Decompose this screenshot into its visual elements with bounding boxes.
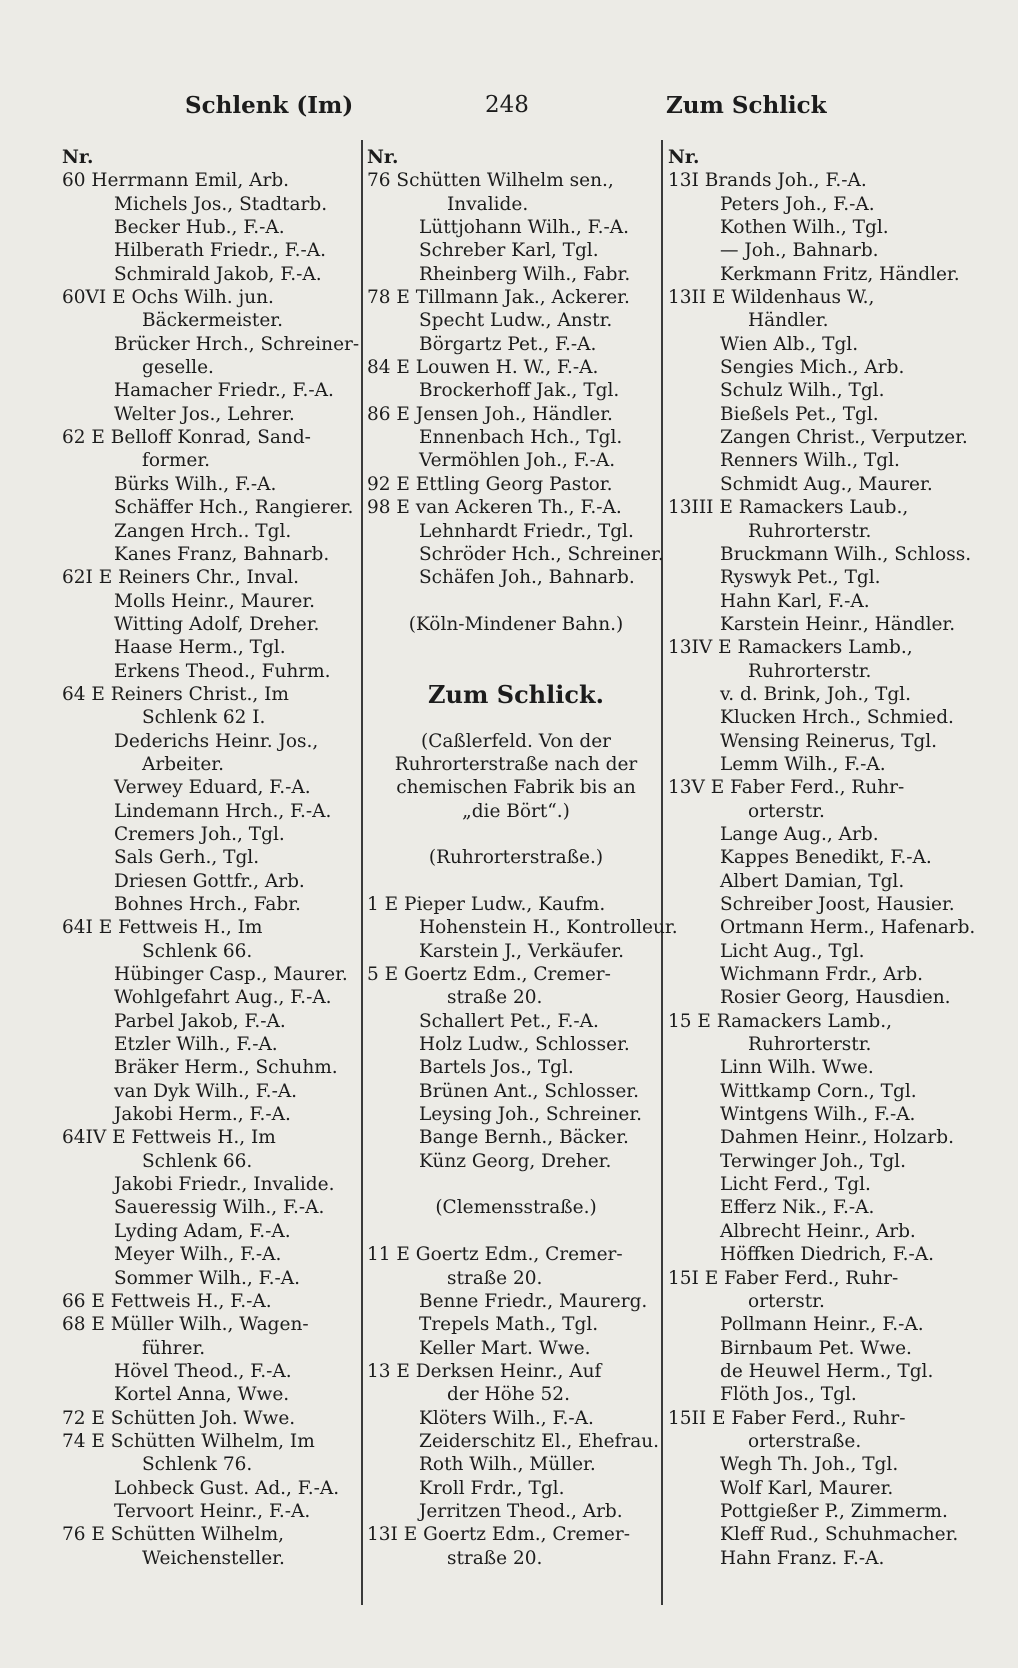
entry-line: Specht Ludw., Anstr. <box>419 310 613 332</box>
entry-line: Invalide. <box>447 193 529 215</box>
entry-line: Nr. <box>62 147 94 168</box>
entry-line: Brücker Hrch., Schreiner- <box>114 333 360 355</box>
entry-line: Wittkamp Corn., Tgl. <box>720 1080 917 1102</box>
entry-line: 68 E Müller Wilh., Wagen- <box>62 1314 309 1336</box>
entry-line: 64IV E Fettweis H., Im <box>62 1127 276 1149</box>
entry-line: Lindemann Hrch., F.-A. <box>114 800 332 822</box>
column-3 <box>668 146 1003 1570</box>
entry-line: Keller Mart. Wwe. <box>419 1337 591 1359</box>
entry-line: Kanes Franz, Bahnarb. <box>114 543 330 565</box>
entry-line: Kappes Benedikt, F.-A. <box>720 847 932 869</box>
entry-line: Rosier Georg, Hausdien. <box>720 987 951 1009</box>
blank-line <box>367 636 665 659</box>
entry-line: Albrecht Heinr., Arb. <box>720 1220 916 1242</box>
entry-line: 13III E Ramackers Laub., <box>668 497 909 519</box>
entry-line: Hübinger Casp., Maurer. <box>114 964 348 986</box>
entry-line: Höffken Diedrich, F.-A. <box>720 1244 935 1266</box>
column-1 <box>62 146 360 1570</box>
blank-line <box>367 590 665 613</box>
entry-line: Dederichs Heinr. Jos., <box>114 730 319 752</box>
entry-line: Hamacher Friedr., F.-A. <box>114 380 334 402</box>
entry-line: Ruhrorterstr. <box>748 520 872 542</box>
entry-line: 76 Schütten Wilhelm sen., <box>367 170 614 192</box>
entry-line: Wensing Reinerus, Tgl. <box>720 730 938 752</box>
entry-line: Ennenbach Hch., Tgl. <box>419 427 623 449</box>
entry-line: Dahmen Heinr., Holzarb. <box>720 1127 954 1149</box>
entry-line: Lehnhardt Friedr., Tgl. <box>419 520 634 542</box>
entry-line: Hilberath Friedr., F.-A. <box>114 240 327 262</box>
entry-line: 72 E Schütten Joh. Wwe. <box>62 1407 296 1429</box>
entry-line: Wien Alb., Tgl. <box>720 333 859 355</box>
section-note: „die Bört“.) <box>462 800 570 822</box>
entry-line: Börgartz Pet., F.-A. <box>419 333 597 355</box>
entry-line: Schäffer Hch., Rangierer. <box>114 497 354 519</box>
blank-line <box>367 1173 665 1196</box>
entry-line: van Dyk Wilh., F.-A. <box>114 1080 298 1102</box>
entry-line: Bürks Wilh., F.-A. <box>114 473 277 495</box>
entry-line: Lange Aug., Arb. <box>720 823 879 845</box>
entry-line: Etzler Wilh., F.-A. <box>114 1034 278 1056</box>
entry-line: Molls Heinr., Maurer. <box>114 590 316 612</box>
entry-line: 84 E Louwen H. W., F.-A. <box>367 357 599 379</box>
entry-line: Klöters Wilh., F.-A. <box>419 1407 594 1429</box>
entry-line: Schlenk 62 I. <box>142 707 266 729</box>
entry-line: 78 E Tillmann Jak., Ackerer. <box>367 287 630 309</box>
entry-line: straße 20. <box>447 1267 543 1289</box>
entry-line: straße 20. <box>447 1547 543 1569</box>
entry-line: Bange Bernh., Bäcker. <box>419 1127 629 1149</box>
entry-line: Flöth Jos., Tgl. <box>720 1384 857 1406</box>
header-left-street: Schlenk (Im) <box>185 92 354 119</box>
column-divider <box>361 140 363 1605</box>
entry-line: Hohenstein H., Kontrolleur. <box>419 917 678 939</box>
entry-line: 13I E Goertz Edm., Cremer- <box>367 1524 630 1546</box>
entry-line: Trepels Math., Tgl. <box>419 1314 599 1336</box>
entry-line: — Joh., Bahnarb. <box>720 240 879 262</box>
entry-line: Cremers Joh., Tgl. <box>114 823 285 845</box>
entry-line: 11 E Goertz Edm., Cremer- <box>367 1244 623 1266</box>
section-title: Zum Schlick. <box>428 679 604 709</box>
entry-line: geselle. <box>142 357 214 379</box>
entry-line: 76 E Schütten Wilhelm, <box>62 1524 285 1546</box>
entry-line: 13IV E Ramackers Lamb., <box>668 637 913 659</box>
entry-line: Bartels Jos., Tgl. <box>419 1057 574 1079</box>
entry-line: Holz Ludw., Schlosser. <box>419 1034 630 1056</box>
entry-line: 74 E Schütten Wilhelm, Im <box>62 1430 315 1452</box>
blank-line <box>367 1220 665 1243</box>
entry-line: Kroll Frdr., Tgl. <box>419 1477 565 1499</box>
entry-line: Zangen Christ., Verputzer. <box>720 427 968 449</box>
entry-line: Michels Jos., Stadtarb. <box>114 193 328 215</box>
entry-line: Witting Adolf, Dreher. <box>114 613 320 635</box>
entry-line: Kerkmann Fritz, Händler. <box>720 263 960 285</box>
entry-line: de Heuwel Herm., Tgl. <box>720 1360 934 1382</box>
entry-line: Sals Gerh., Tgl. <box>114 847 260 869</box>
entry-line: 1 E Pieper Ludw., Kaufm. <box>367 894 606 915</box>
entry-line: Renners Wilh., Tgl. <box>720 450 900 472</box>
entry-line: Becker Hub., F.-A. <box>114 217 285 239</box>
entry-line: Nr. <box>367 147 399 168</box>
entry-line: 5 E Goertz Edm., Cremer- <box>367 964 611 986</box>
entry-line: Verwey Eduard, F.-A. <box>114 777 311 799</box>
blank-line <box>367 706 665 729</box>
entry-line: 15I E Faber Ferd., Ruhr- <box>668 1267 899 1289</box>
entry-line: Bäckermeister. <box>142 310 283 332</box>
entry-line: Saueressig Wilh., F.-A. <box>114 1197 325 1219</box>
entry-line: Jakobi Friedr., Invalide. <box>114 1174 335 1196</box>
entry-line: Bießels Pet., Tgl. <box>720 403 879 425</box>
entry-line: Bohnes Hrch., Fabr. <box>114 894 301 915</box>
entry-line: Vermöhlen Joh., F.-A. <box>419 450 616 472</box>
entry-line: Lyding Adam, F.-A. <box>114 1220 291 1242</box>
entry-line: Meyer Wilh., F.-A. <box>114 1244 282 1266</box>
entry-line: Hahn Franz. F.-A. <box>720 1547 885 1569</box>
entry-line: der Höhe 52. <box>447 1384 570 1406</box>
entry-line: Hahn Karl, F.-A. <box>720 590 870 612</box>
section-note: (Ruhrorterstraße.) <box>428 847 604 869</box>
entry-line: Wichmann Frdr., Arb. <box>720 964 924 986</box>
entry-line: Bräker Herm., Schuhm. <box>114 1057 338 1079</box>
entry-line: Albert Damian, Tgl. <box>720 870 905 892</box>
entry-line: Peters Joh., F.-A. <box>720 193 875 215</box>
entry-line: Schäfen Joh., Bahnarb. <box>419 567 635 589</box>
entry-line: Schlenk 66. <box>142 940 253 962</box>
entry-line: Efferz Nik., F.-A. <box>720 1197 875 1219</box>
entry-line: Wohlgefahrt Aug., F.-A. <box>114 987 332 1009</box>
entry-line: Driesen Gottfr., Arb. <box>114 870 305 892</box>
entry-line: Roth Wilh., Müller. <box>419 1454 596 1476</box>
entry-line: 62I E Reiners Chr., Inval. <box>62 567 300 589</box>
entry-line: straße 20. <box>447 987 543 1009</box>
entry-line: v. d. Brink, Joh., Tgl. <box>720 683 911 705</box>
entry-line: Sommer Wilh., F.-A. <box>114 1267 300 1289</box>
section-note: (Caßlerfeld. Von der <box>420 730 611 752</box>
entry-line: Wegh Th. Joh., Tgl. <box>720 1454 899 1476</box>
header-right-street: Zum Schlick <box>666 92 827 119</box>
entry-line: Birnbaum Pet. Wwe. <box>720 1337 912 1359</box>
entry-line: 13V E Faber Ferd., Ruhr- <box>668 777 905 799</box>
entry-line: Weichensteller. <box>142 1547 285 1569</box>
entry-line: 86 E Jensen Joh., Händler. <box>367 403 613 425</box>
entry-line: Schmidt Aug., Maurer. <box>720 473 933 495</box>
entry-line: Benne Friedr., Maurerg. <box>419 1290 648 1312</box>
entry-line: Ryswyk Pet., Tgl. <box>720 567 881 589</box>
section-note: chemischen Fabrik bis an <box>396 777 636 799</box>
entry-line: Tervoort Heinr., F.-A. <box>114 1500 311 1522</box>
entry-line: 15II E Faber Ferd., Ruhr- <box>668 1407 906 1429</box>
entry-line: Künz Georg, Dreher. <box>419 1150 612 1172</box>
entry-line: Händler. <box>748 310 829 332</box>
section-note: (Köln-Mindener Bahn.) <box>408 613 624 635</box>
entry-line: Karstein Heinr., Händler. <box>720 613 956 635</box>
entry-line: 62 E Belloff Konrad, Sand- <box>62 427 311 449</box>
entry-line: Wolf Karl, Maurer. <box>720 1477 894 1499</box>
entry-line: Linn Wilh. Wwe. <box>720 1057 874 1079</box>
entry-line: Pollmann Heinr., F.-A. <box>720 1314 924 1336</box>
entry-line: Licht Ferd., Tgl. <box>720 1174 871 1196</box>
entry-line: Wintgens Wilh., F.-A. <box>720 1104 916 1126</box>
blank-line <box>367 870 665 893</box>
entry-line: Terwinger Joh., Tgl. <box>720 1150 906 1172</box>
entry-line: Erkens Theod., Fuhrm. <box>114 660 331 682</box>
entry-line: Schröder Hch., Schreiner. <box>419 543 664 565</box>
entry-line: Karstein J., Verkäufer. <box>419 940 624 962</box>
entry-line: Arbeiter. <box>142 753 224 775</box>
entry-line: 66 E Fettweis H., F.-A. <box>62 1290 272 1312</box>
entry-line: 64 E Reiners Christ., Im <box>62 683 289 705</box>
entry-line: Brünen Ant., Schlosser. <box>419 1080 639 1102</box>
entry-line: Schlenk 66. <box>142 1150 253 1172</box>
entry-line: Pottgießer P., Zimmerm. <box>720 1500 948 1522</box>
entry-line: Schulz Wilh., Tgl. <box>720 380 885 402</box>
entry-line: 92 E Ettling Georg Pastor. <box>367 473 613 495</box>
column-2 <box>367 146 678 1570</box>
entry-line: Haase Herm., Tgl. <box>114 637 286 659</box>
entry-line: Zangen Hrch.. Tgl. <box>114 520 292 542</box>
entry-line: Licht Aug., Tgl. <box>720 940 865 962</box>
entry-line: Lohbeck Gust. Ad., F.-A. <box>114 1477 340 1499</box>
entry-line: Ortmann Herm., Hafenarb. <box>720 917 976 939</box>
section-note: Ruhrorterstraße nach der <box>394 753 638 775</box>
entry-line: Ruhrorterstr. <box>748 660 872 682</box>
entry-line: former. <box>142 450 211 472</box>
entry-line: 64I E Fettweis H., Im <box>62 917 263 939</box>
entry-line: 98 E van Ackeren Th., F.-A. <box>367 497 622 519</box>
entry-line: Kleff Rud., Schuhmacher. <box>720 1524 959 1546</box>
entry-line: Lemm Wilh., F.-A. <box>720 753 886 775</box>
entry-line: Hövel Theod., F.-A. <box>114 1360 292 1382</box>
entry-line: 60 Herrmann Emil, Arb. <box>62 170 290 192</box>
entry-line: Schreiber Joost, Hausier. <box>720 894 955 915</box>
entry-line: Rheinberg Wilh., Fabr. <box>419 263 631 285</box>
entry-line: orterstr. <box>748 1290 825 1312</box>
entry-line: Lüttjohann Wilh., F.-A. <box>419 217 630 239</box>
entry-line: Ruhrorterstr. <box>748 1034 872 1056</box>
page-number: 248 <box>485 92 529 118</box>
entry-line: Schlenk 76. <box>142 1454 253 1476</box>
entry-line: Zeiderschitz El., Ehefrau. <box>419 1430 660 1452</box>
entry-line: Kortel Anna, Wwe. <box>114 1384 290 1406</box>
entry-line: Klucken Hrch., Schmied. <box>720 707 954 729</box>
entry-line: 60VI E Ochs Wilh. jun. <box>62 287 274 309</box>
entry-line: 15 E Ramackers Lamb., <box>668 1010 892 1032</box>
entry-line: Jerritzen Theod., Arb. <box>419 1500 623 1522</box>
section-note: (Clemensstraße.) <box>435 1197 597 1219</box>
entry-line: 13II E Wildenhaus W., <box>668 287 875 309</box>
entry-line: 13 E Derksen Heinr., Auf <box>367 1360 602 1382</box>
entry-line: Bruckmann Wilh., Schloss. <box>720 543 972 565</box>
entry-line: Parbel Jakob, F.-A. <box>114 1010 286 1032</box>
entry-line: Brockerhoff Jak., Tgl. <box>419 380 620 402</box>
entry-line: Schallert Pet., F.-A. <box>419 1010 599 1032</box>
entry-line: Sengies Mich., Arb. <box>720 357 905 379</box>
entry-line: führer. <box>142 1337 206 1359</box>
entry-line: Nr. <box>668 147 700 168</box>
blank-line <box>367 823 665 846</box>
entry-line: 13I Brands Joh., F.-A. <box>668 170 867 192</box>
entry-line: Schmirald Jakob, F.-A. <box>114 263 322 285</box>
entry-line: Leysing Joh., Schreiner. <box>419 1104 643 1126</box>
entry-line: orterstr. <box>748 800 825 822</box>
entry-line: Welter Jos., Lehrer. <box>114 403 295 425</box>
entry-line: orterstraße. <box>748 1430 862 1452</box>
entry-line: Schreber Karl, Tgl. <box>419 240 599 262</box>
entry-line: Jakobi Herm., F.-A. <box>114 1104 291 1126</box>
entry-line: Kothen Wilh., Tgl. <box>720 217 889 239</box>
